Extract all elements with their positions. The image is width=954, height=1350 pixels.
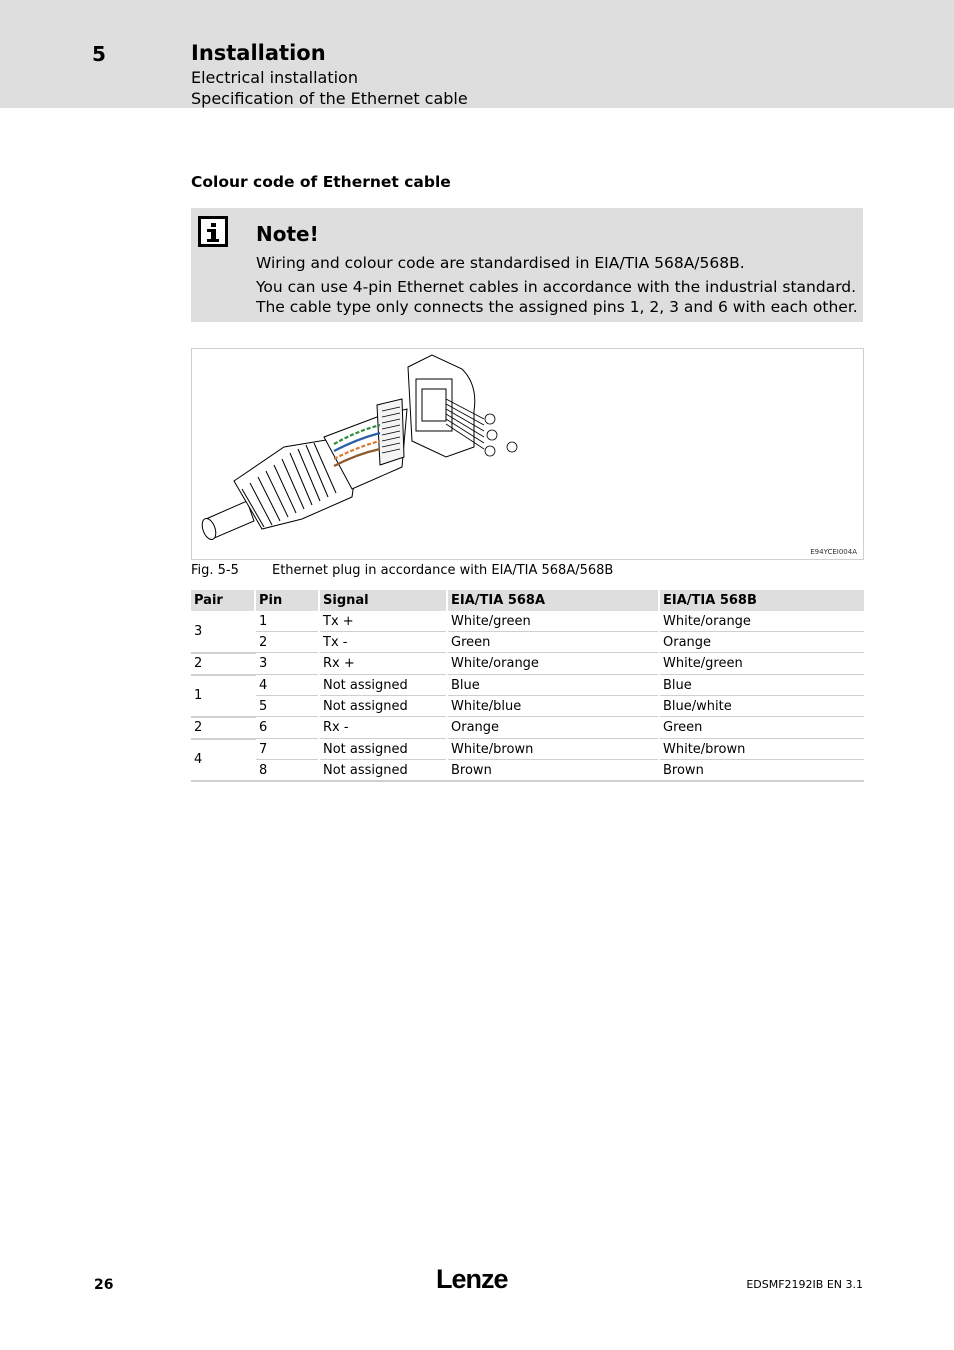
color-568b-cell: Blue/white [659,696,864,717]
pin-cell: 8 [255,760,319,782]
table-row [191,696,864,717]
color-568a-cell: White/green [447,611,659,632]
signal-cell: Not assigned [319,675,447,696]
color-568b-cell: Green [659,717,864,739]
table-row [191,717,864,739]
note-line: Wiring and colour code are standardised in EIA/TIA 568A/568B. [256,254,745,272]
figure-code: E94YCEI004A [810,548,857,556]
pair-cell: 4 [191,739,255,782]
color-568a-cell: White/orange [447,653,659,675]
pin-cell: 1 [255,611,319,632]
pin-cell: 4 [255,675,319,696]
column-header-pin: Pin [255,590,319,611]
pin-cell: 2 [255,632,319,653]
pin-cell: 6 [255,717,319,739]
page-number: 26 [94,1277,114,1293]
column-header-568b: EIA/TIA 568B [659,590,864,611]
signal-cell: Rx - [319,717,447,739]
color-568a-cell: Blue [447,675,659,696]
table-row [191,760,864,782]
table-row [191,611,864,632]
color-568a-cell: Brown [447,760,659,782]
table-row [191,675,864,696]
color-568a-cell: Orange [447,717,659,739]
cable-sheath [200,501,254,541]
pair-cell: 1 [191,675,255,717]
figure-caption-text: Ethernet plug in accordance with EIA/TIA 568A/568B [272,563,614,578]
note-title: Note! [256,222,319,246]
note-box [191,208,863,322]
color-568b-cell: Brown [659,760,864,782]
ethernet-plug-illustration [192,349,863,559]
subtitle-electrical-installation: Electrical installation [191,68,358,87]
color-568a-cell: White/blue [447,696,659,717]
figure-caption-number: Fig. 5-5 [191,563,239,578]
lenze-logo: Lenze [436,1264,508,1294]
pin-cell: 7 [255,739,319,760]
pin-assignment-table [191,590,864,782]
note-line: You can use 4-pin Ethernet cables in accordance with the industrial standard. [256,278,857,296]
chapter-number: 5 [92,42,106,66]
table-row [191,653,864,675]
table-row [191,739,864,760]
table-row [191,632,864,653]
figure-frame [191,348,864,560]
pin-cell: 5 [255,696,319,717]
section-heading: Colour code of Ethernet cable [191,173,451,191]
pair-cell: 2 [191,653,255,675]
column-header-568a: EIA/TIA 568A [447,590,659,611]
pin-cell: 3 [255,653,319,675]
signal-cell: Not assigned [319,760,447,782]
color-568b-cell: Orange [659,632,864,653]
chapter-title: Installation [191,41,326,65]
column-header-pair: Pair [191,590,255,611]
signal-cell: Not assigned [319,739,447,760]
pair-cell: 2 [191,717,255,739]
rj45-jack [408,355,517,457]
header-band [0,0,954,108]
color-568a-cell: White/brown [447,739,659,760]
pair-cell: 3 [191,611,255,653]
subtitle-ethernet-cable-spec: Specification of the Ethernet cable [191,89,468,108]
info-icon [198,216,228,247]
color-568a-cell: Green [447,632,659,653]
note-line: The cable type only connects the assigned pins 1, 2, 3 and 6 with each other. [256,298,858,316]
signal-cell: Tx - [319,632,447,653]
signal-cell: Rx + [319,653,447,675]
signal-cell: Tx + [319,611,447,632]
color-568b-cell: Blue [659,675,864,696]
color-568b-cell: White/orange [659,611,864,632]
table-header-row [191,590,864,611]
color-568b-cell: White/brown [659,739,864,760]
color-568b-cell: White/green [659,653,864,675]
column-header-signal: Signal [319,590,447,611]
signal-cell: Not assigned [319,696,447,717]
document-id: EDSMF2192IB EN 3.1 [746,1278,863,1291]
